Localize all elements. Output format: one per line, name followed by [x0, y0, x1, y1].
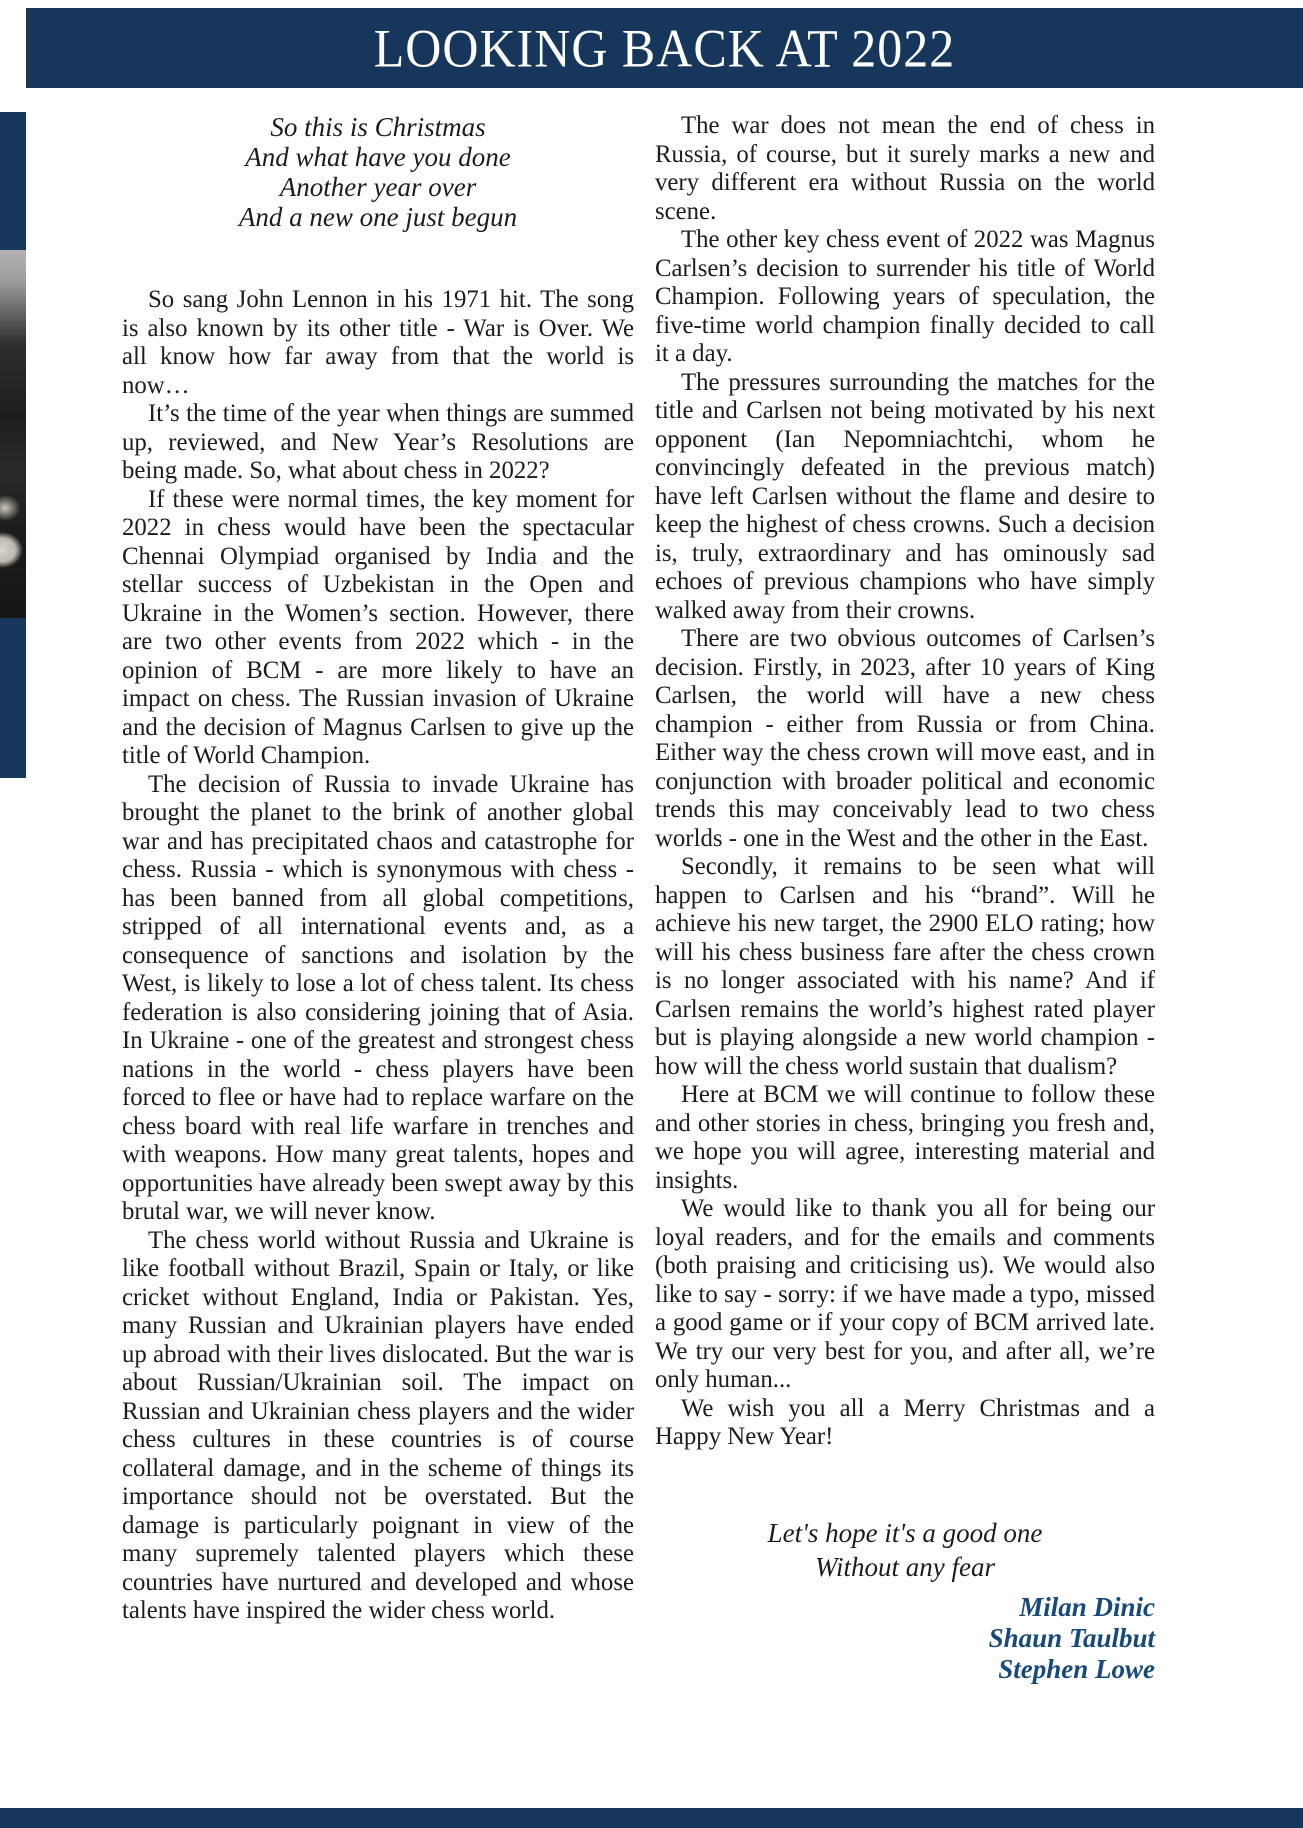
signature: Milan Dinic: [1019, 1591, 1155, 1622]
article-body: [122, 100, 1155, 1685]
paragraph: The pressures surrounding the matches for the title and Carlsen not being motivated by his next opponent (Ian Nepomniachtchi, whom he convincingly defeated in the previous match) have left Carlsen without the flame and desire to keep the highest of chess crowns. Such a decision is, truly, extraordinary and has ominously sad echoes of previous champions who have simply walked away from their crowns.: [655, 368, 1155, 624]
header-banner: [26, 8, 1303, 88]
paragraph: So sang John Lennon in his 1971 hit. The song is also known by its other title - War is Over. We all know how far away from that the world is now…: [122, 286, 634, 399]
opening-verse: [122, 112, 634, 232]
edge-photo-fragment: [0, 250, 26, 618]
footer-bar: [0, 1808, 1303, 1828]
paragraph: If these were normal times, the key moment for 2022 in chess would have been the spectacular Chennai Olympiad organised by India and the stellar success of Uzbekistan in the Open and Ukraine in the Women’s section. However, there are two other events from 2022 which - in the opinion of BCM - are more likely to have an impact on chess. The Russian invasion of Ukraine and the decision of Magnus Carlsen to give up the title of World Champion.: [122, 485, 634, 769]
paragraph: We would like to thank you all for being our loyal readers, and for the emails and comments (both praising and criticising us). We would also like to say - sorry: if we have made a typo, missed a good game or if your copy of BCM arrived late. We try our very best for you, and after all, we’re only human...: [655, 1195, 1155, 1393]
signature: Shaun Taulbut: [988, 1622, 1155, 1653]
paragraph: We wish you all a Merry Christmas and a Happy New Year!: [655, 1394, 1155, 1450]
verse-line: Let's hope it's a good one: [767, 1517, 1043, 1548]
right-column: [655, 100, 1155, 1685]
signature: Stephen Lowe: [998, 1653, 1155, 1684]
paragraph: The decision of Russia to invade Ukraine has brought the planet to the brink of another global war and has precipitated chaos and catastrophe for chess. Russia - which is synonymous with chess - has been banned from all global competitions, stripped of all international events and, as a consequence of sanctions and isolation by the West, is likely to lose a lot of chess talent. Its chess federation is also considering joining that of Asia. In Ukraine - one of the greatest and strongest chess nations in the world - chess players have been forced to flee or have had to replace warfare on the chess board with real life warfare in trenches and with weapons. How many great talents, hopes and opportunities have already been swept away by this brutal war, we will never know.: [122, 770, 634, 1225]
verse-line: And a new one just begun: [238, 202, 518, 232]
verse-line: So this is Christmas: [270, 112, 486, 142]
paragraph: Secondly, it remains to be seen what will happen to Carlsen and his “brand”. Will he achieve his new target, the 2900 ELO rating; how will his chess business fare after the chess crown is no longer associated with his name? And if Carlsen remains the world’s highest rated player but is playing alongside a new world champion - how will the chess world sustain that dualism?: [655, 853, 1155, 1080]
page-title: LOOKING BACK AT 2022: [373, 17, 956, 79]
paragraph: There are two obvious outcomes of Carlsen’s decision. Firstly, in 2023, after 10 years of King Carlsen, the world will have a new chess champion - either from Russia or from China. Either way the chess crown will move east, and in conjunction with broader political and economic trends this may conceivably lead to two chess worlds - one in the West and the other in the East.: [655, 625, 1155, 852]
verse-line: Without any fear: [815, 1551, 995, 1582]
left-column: [122, 100, 634, 1685]
verse-line: And what have you done: [245, 142, 511, 172]
paragraph: The chess world without Russia and Ukraine is like football without Brazil, Spain or Italy, or like cricket without England, India or Pakistan. Yes, many Russian and Ukrainian players have ended up abroad with their lives dislocated. But the war is about Russian/Ukrainian soil. The impact on Russian and Ukrainian chess players and the wider chess cultures in these countries is of course collateral damage, and in the scheme of things its importance should not be overstated. But the damage is particularly poignant in view of the many supremely talented players which these countries have nurtured and developed and whose talents have inspired the wider chess world.: [122, 1226, 634, 1624]
closing-verse: [655, 1516, 1155, 1584]
paragraph: The war does not mean the end of chess in Russia, of course, but it surely marks a new and very different era without Russia on the world scene.: [655, 112, 1155, 225]
verse-line: Another year over: [279, 172, 477, 202]
paragraph: The other key chess event of 2022 was Magnus Carlsen’s decision to surrender his title of World Champion. Following years of speculation, the five-time world champion finally decided to call it a day.: [655, 226, 1155, 367]
paragraph: It’s the time of the year when things are summed up, reviewed, and New Year’s Resolutions are being made. So, what about chess in 2022?: [122, 400, 634, 484]
signature-list: [655, 1592, 1155, 1685]
edge-navy-block-top: [0, 112, 26, 250]
edge-navy-block-bottom: [0, 618, 26, 778]
paragraph: Here at BCM we will continue to follow these and other stories in chess, bringing you fresh and, we hope you will agree, interesting material and insights.: [655, 1081, 1155, 1194]
